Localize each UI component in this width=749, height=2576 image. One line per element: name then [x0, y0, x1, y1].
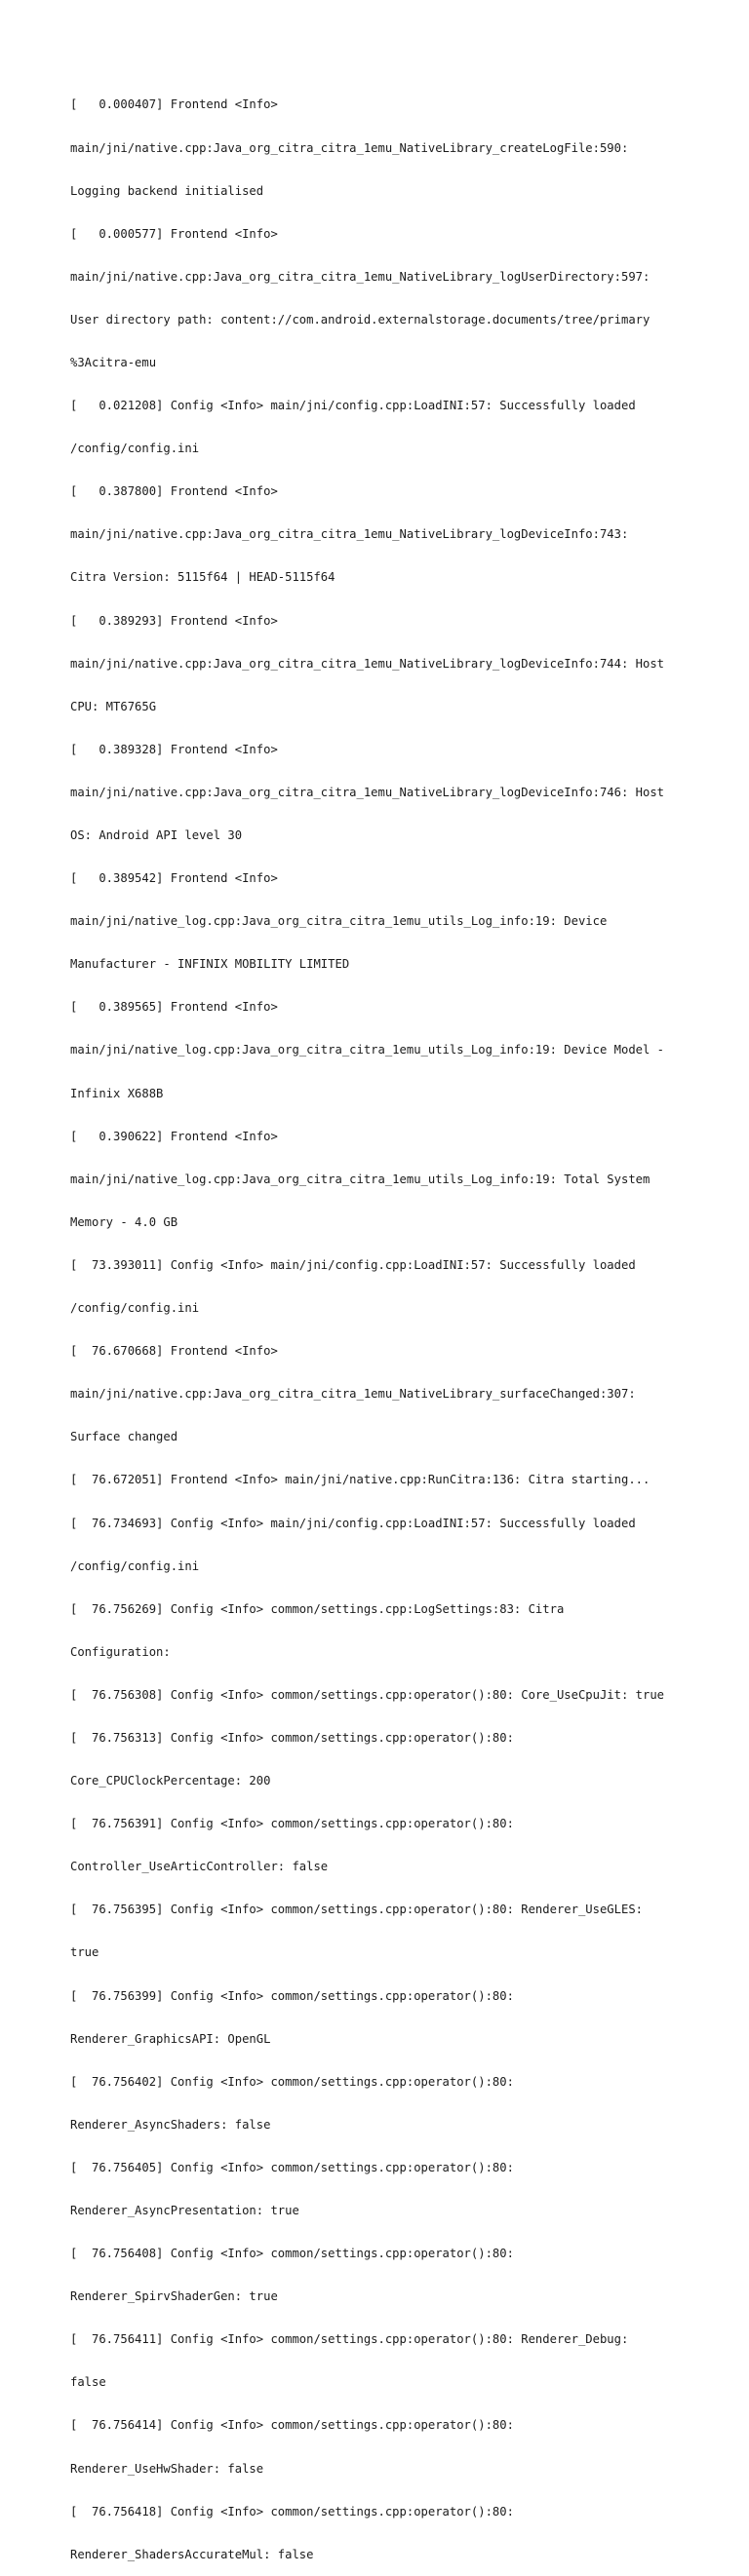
log-line: [ 76.672051] Frontend <Info> main/jni/native.cpp:RunCitra:136: Citra starting... [70, 1473, 650, 1487]
log-line: User directory path: content://com.android.externalstorage.documents/tree/primary [70, 312, 650, 327]
log-line: Citra Version: 5115f64 | HEAD-5115f64 [70, 570, 335, 585]
log-line: [ 0.000577] Frontend <Info> [70, 226, 278, 241]
log-line: main/jni/native_log.cpp:Java_org_citra_citra_1emu_utils_Log_info:19: Total System [70, 1172, 650, 1186]
log-line: Renderer_SpirvShaderGen: true [70, 2289, 278, 2304]
log-line: [ 76.756405] Config <Info> common/settings.cpp:operator():80: [70, 2160, 514, 2174]
log-line: /config/config.ini [70, 1558, 200, 1573]
log-line: Controller_UseArticController: false [70, 1860, 329, 1874]
log-line: [ 76.756418] Config <Info> common/settings.cpp:operator():80: [70, 2504, 514, 2518]
log-line: [ 0.390622] Frontend <Info> [70, 1129, 278, 1143]
log-line: Manufacturer - INFINIX MOBILITY LIMITED [70, 957, 350, 972]
log-line: OS: Android API level 30 [70, 828, 243, 842]
log-line: [ 0.389542] Frontend <Info> [70, 871, 278, 886]
log-line: Core_CPUClockPercentage: 200 [70, 1774, 271, 1788]
log-line: Renderer_ShadersAccurateMul: false [70, 2547, 314, 2561]
log-line: [ 0.389293] Frontend <Info> [70, 613, 278, 628]
log-line: /config/config.ini [70, 1301, 200, 1316]
log-line: [ 0.000407] Frontend <Info> [70, 97, 278, 112]
log-line: Renderer_UseHwShader: false [70, 2461, 264, 2476]
log-line: Configuration: [70, 1644, 171, 1659]
log-line: Memory - 4.0 GB [70, 1214, 178, 1229]
log-line: Renderer_AsyncPresentation: true [70, 2204, 299, 2217]
log-line: [ 76.670668] Frontend <Info> [70, 1344, 278, 1359]
log-line: Renderer_GraphicsAPI: OpenGL [70, 2031, 271, 2046]
log-line: [ 76.756414] Config <Info> common/settings.cpp:operator():80: [70, 2418, 514, 2433]
log-line: /config/config.ini [70, 442, 200, 456]
log-line: [ 0.389565] Frontend <Info> [70, 1000, 278, 1015]
log-line: [ 76.756313] Config <Info> common/settings.cpp:operator():80: [70, 1730, 514, 1745]
log-line: main/jni/native.cpp:Java_org_citra_citra_1emu_NativeLibrary_logDeviceInfo:744: Host [70, 656, 665, 671]
log-line: main/jni/native.cpp:Java_org_citra_citra_1emu_NativeLibrary_logDeviceInfo:746: Host [70, 785, 665, 799]
log-line: [ 76.756308] Config <Info> common/settings.cpp:operator():80: Core_UseCpuJit: true [70, 1687, 665, 1702]
log-line: Infinix X688B [70, 1086, 164, 1100]
log-line: Surface changed [70, 1430, 178, 1444]
log-line: main/jni/native.cpp:Java_org_citra_citra_1emu_NativeLibrary_logDeviceInfo:743: [70, 527, 629, 542]
log-line: [ 76.756399] Config <Info> common/settings.cpp:operator():80: [70, 1988, 514, 2003]
log-line: [ 76.756395] Config <Info> common/settings.cpp:operator():80: Renderer_UseGLES: [70, 1903, 643, 1917]
log-line: Logging backend initialised [70, 183, 264, 198]
log-line: [ 76.756402] Config <Info> common/settings.cpp:operator():80: [70, 2074, 514, 2089]
log-line: main/jni/native_log.cpp:Java_org_citra_citra_1emu_utils_Log_info:19: Device [70, 914, 608, 929]
log-line: false [70, 2375, 106, 2390]
log-line: [ 76.756408] Config <Info> common/settings.cpp:operator():80: [70, 2247, 514, 2261]
log-line: [ 0.387800] Frontend <Info> [70, 484, 278, 499]
log-line: true [70, 1945, 99, 1960]
log-line: CPU: MT6765G [70, 699, 157, 713]
log-line: [ 0.389328] Frontend <Info> [70, 742, 278, 756]
log-line: main/jni/native.cpp:Java_org_citra_citra_1emu_NativeLibrary_surfaceChanged:307: [70, 1387, 636, 1402]
log-line: %3Acitra-emu [70, 355, 157, 369]
log-text-view [70, 69, 694, 2576]
log-line: main/jni/native.cpp:Java_org_citra_citra_1emu_NativeLibrary_logUserDirectory:597: [70, 269, 650, 284]
log-line: [ 0.021208] Config <Info> main/jni/config.cpp:LoadINI:57: Successfully loaded [70, 399, 636, 413]
log-line: [ 73.393011] Config <Info> main/jni/config.cpp:LoadINI:57: Successfully loaded [70, 1257, 636, 1272]
log-line: main/jni/native.cpp:Java_org_citra_citra_1emu_NativeLibrary_createLogFile:590: [70, 140, 629, 155]
log-line: [ 76.756269] Config <Info> common/settings.cpp:LogSettings:83: Citra [70, 1601, 565, 1616]
log-line: main/jni/native_log.cpp:Java_org_citra_citra_1emu_utils_Log_info:19: Device Model - [70, 1043, 665, 1057]
log-line: Renderer_AsyncShaders: false [70, 2117, 271, 2132]
log-line: [ 76.756411] Config <Info> common/settings.cpp:operator():80: Renderer_Debug: [70, 2332, 629, 2347]
log-line: [ 76.734693] Config <Info> main/jni/config.cpp:LoadINI:57: Successfully loaded [70, 1516, 636, 1530]
log-line: [ 76.756391] Config <Info> common/settings.cpp:operator():80: [70, 1817, 514, 1831]
